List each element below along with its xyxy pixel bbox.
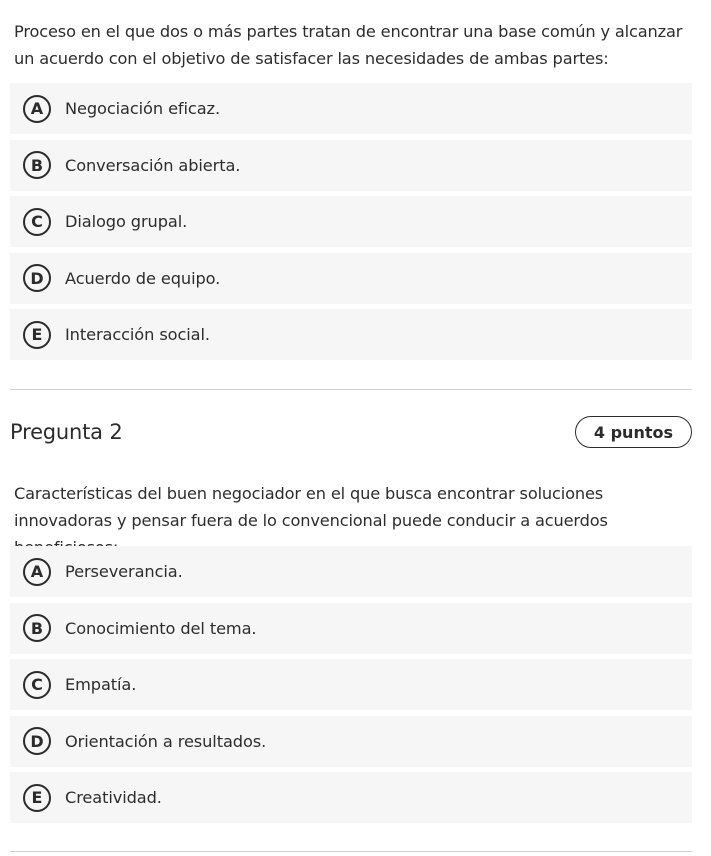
option-letter-badge: D xyxy=(23,727,51,755)
question-2-option-c[interactable] xyxy=(10,659,692,710)
option-letter-badge: B xyxy=(23,151,51,179)
option-letter-badge: D xyxy=(23,264,51,292)
question-1-option-a[interactable] xyxy=(10,83,692,134)
question-2-text: Características del buen negociador en el que busca encontrar soluciones innovadoras y pensar fuera de lo convencional puede conducir a acuerdos xyxy=(14,484,608,530)
section-divider xyxy=(10,851,692,852)
question-2-option-b[interactable] xyxy=(10,603,692,654)
option-label: Orientación a resultados. xyxy=(65,731,267,751)
option-letter-badge: B xyxy=(23,614,51,642)
question-1-options xyxy=(10,83,692,366)
question-1-option-c[interactable] xyxy=(10,196,692,247)
option-letter-badge: C xyxy=(23,208,51,236)
option-label: Empatía. xyxy=(65,675,137,694)
option-label: Creatividad. xyxy=(65,788,162,807)
option-label: Dialogo grupal. xyxy=(65,212,188,231)
option-label: Perseverancia. xyxy=(65,562,183,581)
question-1-option-d[interactable] xyxy=(10,253,692,304)
question-2-option-e[interactable] xyxy=(10,772,692,823)
points-badge: 4 puntos xyxy=(575,416,692,448)
question-2-option-a[interactable] xyxy=(10,546,692,597)
option-label: Acuerdo de equipo. xyxy=(65,268,221,288)
question-2-options xyxy=(10,546,692,829)
option-letter-badge: E xyxy=(23,321,51,349)
option-letter-badge: A xyxy=(23,95,51,123)
question-title: Pregunta 2 xyxy=(10,420,123,444)
question-2-header xyxy=(10,414,692,450)
option-label: Interacción social. xyxy=(65,325,210,344)
option-letter-badge: C xyxy=(23,671,51,699)
question-1-option-b[interactable] xyxy=(10,140,692,191)
section-divider xyxy=(10,389,692,390)
question-1-text: Proceso en el que dos o más partes tratan de encontrar una base común y alcanzar un acuerdo con el objetivo de satisfacer las necesidades de ambas partes: xyxy=(14,22,683,68)
option-label: Conversación abierta. xyxy=(65,155,241,175)
option-label: Negociación eficaz. xyxy=(65,99,220,118)
option-label: Conocimiento del tema. xyxy=(65,618,257,638)
option-letter-badge: E xyxy=(23,784,51,812)
option-letter-badge: A xyxy=(23,558,51,586)
question-1-option-e[interactable] xyxy=(10,309,692,360)
question-2-option-d[interactable] xyxy=(10,716,692,767)
